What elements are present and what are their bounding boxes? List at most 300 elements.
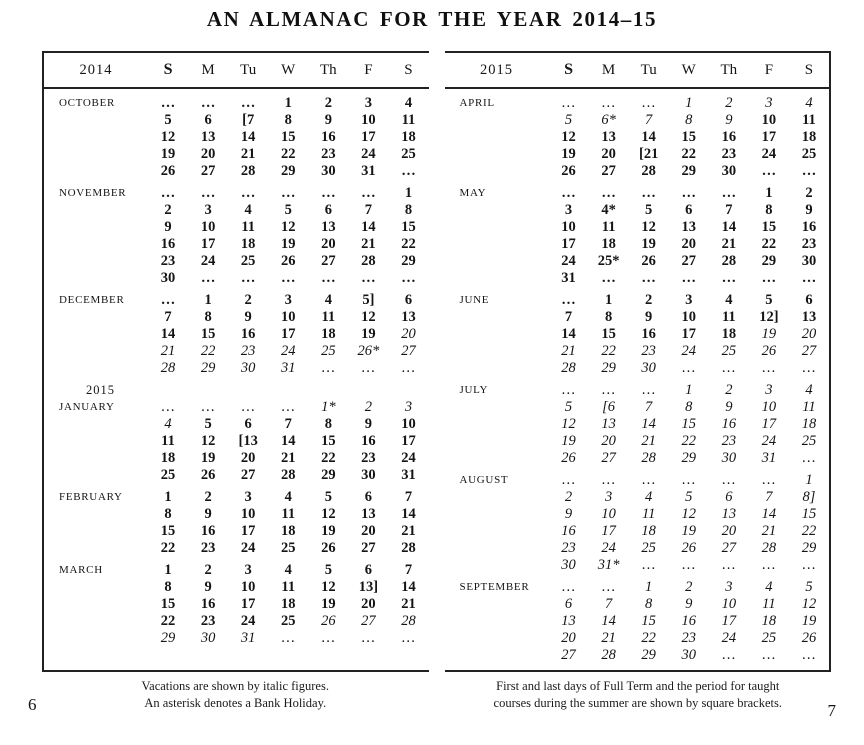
day-cell: 10 xyxy=(761,112,777,128)
day-cell: 28 xyxy=(401,540,416,556)
calendar-row xyxy=(445,416,830,433)
month-block-december xyxy=(44,292,429,377)
day-cell: 24 xyxy=(601,540,616,556)
day-cell: 19 xyxy=(761,326,777,342)
day-cell: … xyxy=(401,270,416,286)
day-cell: 16 xyxy=(721,416,737,432)
day-cell: 23 xyxy=(561,540,576,556)
day-cell: … xyxy=(642,472,656,488)
day-cell: 16 xyxy=(641,326,656,342)
month-label-spacer xyxy=(44,596,148,613)
day-cell: 19 xyxy=(361,326,376,342)
day-cell: 17 xyxy=(601,523,616,539)
month-label-spacer xyxy=(44,163,148,180)
day-cell: 19 xyxy=(641,236,656,252)
day-cell: 10 xyxy=(561,219,576,235)
calendar-row xyxy=(44,129,429,146)
day-cell: 17 xyxy=(401,433,416,449)
month-label: NOVEMBER xyxy=(59,187,127,199)
calendar-row xyxy=(44,112,429,129)
day-cell: 4 xyxy=(805,95,813,111)
calendar-row xyxy=(44,399,429,416)
day-cell: 10 xyxy=(240,579,256,595)
day-cell: … xyxy=(682,557,696,573)
day-cell: 23 xyxy=(240,343,256,359)
day-cell: 25 xyxy=(721,343,737,359)
day-cell: 22 xyxy=(601,343,616,359)
day-cell: 10 xyxy=(361,112,376,128)
day-cell: … xyxy=(762,557,776,573)
day-cell: 13 xyxy=(561,613,576,629)
day-cell: 24 xyxy=(200,253,216,269)
day-cell: 14 xyxy=(561,326,576,342)
day-cell: 15 xyxy=(681,416,696,432)
day-cell: … xyxy=(641,270,656,286)
day-header: Th xyxy=(720,61,738,78)
day-header: F xyxy=(764,61,774,78)
day-cell: 21 xyxy=(641,433,656,449)
day-cell: 5 xyxy=(204,416,212,432)
day-cell: 22 xyxy=(280,146,296,162)
day-cell: 10 xyxy=(401,416,416,432)
calendar-row xyxy=(44,185,429,202)
day-cell: 25 xyxy=(280,540,296,556)
day-cell: 28 xyxy=(280,467,296,483)
day-cell: 30 xyxy=(801,253,817,269)
day-cell: … xyxy=(200,185,216,201)
day-cell: 8 xyxy=(765,202,773,218)
month-label-spacer xyxy=(445,202,549,219)
day-cell: 21 xyxy=(401,523,416,539)
day-cell: 22 xyxy=(160,540,176,556)
day-cell: … xyxy=(602,95,616,111)
month-label-spacer xyxy=(44,343,148,360)
day-cell: 23 xyxy=(160,253,176,269)
month-label-spacer xyxy=(445,129,549,146)
day-cell: 19 xyxy=(321,523,336,539)
month-label-spacer xyxy=(44,236,148,253)
day-cell: 5 xyxy=(564,112,573,128)
month-label: SEPTEMBER xyxy=(459,581,530,593)
day-cell: 11 xyxy=(802,399,816,415)
calendar-row xyxy=(445,326,830,343)
day-cell: 6 xyxy=(404,292,413,308)
day-header: Th xyxy=(319,61,337,78)
calendar-row xyxy=(445,557,830,574)
day-cell: … xyxy=(240,270,256,286)
day-cell: 16 xyxy=(200,596,216,612)
day-cell: 8 xyxy=(324,416,332,432)
day-cell: 21 xyxy=(601,630,616,646)
day-cell: 20 xyxy=(361,596,376,612)
day-cell: 10 xyxy=(240,506,256,522)
calendar-row xyxy=(44,343,429,360)
month-label-spacer xyxy=(44,613,148,630)
day-cell: 10 xyxy=(681,309,696,325)
calendar-row xyxy=(44,613,429,630)
day-cell: 29 xyxy=(801,540,817,556)
day-cell: 24 xyxy=(561,253,576,269)
day-cell: 13 xyxy=(601,416,616,432)
day-cell: 1 xyxy=(164,562,172,578)
day-cell: 4 xyxy=(164,416,172,432)
day-cell: 19 xyxy=(561,146,576,162)
day-cell: 4 xyxy=(324,292,332,308)
day-cell: 7 xyxy=(284,416,292,432)
day-cell: 25 xyxy=(761,630,777,646)
day-cell: … xyxy=(562,95,575,111)
month-label-spacer xyxy=(44,433,148,450)
day-cell: 15 xyxy=(280,129,296,145)
day-cell: 29 xyxy=(601,360,616,376)
footnotes xyxy=(42,678,831,712)
day-cell: 14 xyxy=(160,326,176,342)
day-cell: 16 xyxy=(801,219,817,235)
day-header: Tu xyxy=(640,61,657,78)
day-cell: 20 xyxy=(561,630,576,646)
calendar-row xyxy=(445,185,830,202)
calendar-row xyxy=(445,360,830,377)
day-cell: 21 xyxy=(160,343,176,359)
day-cell: 26 xyxy=(321,613,336,629)
day-cell: … xyxy=(321,630,335,646)
day-cell: 26 xyxy=(561,450,576,466)
day-cell: 6 xyxy=(204,112,212,128)
day-cell: 2 xyxy=(564,489,573,505)
day-cell: 18 xyxy=(280,596,296,612)
day-cell: 11 xyxy=(281,579,296,595)
day-cell: 28 xyxy=(721,253,737,269)
day-cell: 9 xyxy=(164,219,172,235)
month-block-june xyxy=(445,292,830,377)
day-cell: … xyxy=(801,163,817,179)
day-cell: 3 xyxy=(725,579,733,595)
day-cell: 6 xyxy=(324,202,332,218)
day-cell: 16 xyxy=(681,613,696,629)
day-cell: … xyxy=(200,270,216,286)
day-cell: 6* xyxy=(601,112,616,128)
month-block-may xyxy=(445,185,830,287)
day-cell: 2 xyxy=(164,202,172,218)
day-cell: 6 xyxy=(364,489,372,505)
day-cell: 3 xyxy=(564,202,573,218)
day-cell: … xyxy=(562,579,575,595)
day-cell: 1 xyxy=(604,292,613,308)
day-cell: [13 xyxy=(238,433,258,449)
day-cell: … xyxy=(321,185,336,201)
day-cell: … xyxy=(281,630,295,646)
day-cell: 16 xyxy=(561,523,576,539)
day-cell: 30 xyxy=(361,467,376,483)
month-label: APRIL xyxy=(459,97,495,109)
day-cell: 3 xyxy=(204,202,212,218)
day-cell: 7 xyxy=(164,309,172,325)
day-cell: 30 xyxy=(240,360,256,376)
calendar-row xyxy=(44,489,429,506)
month-label-spacer xyxy=(445,163,549,180)
day-cell: 15 xyxy=(160,596,176,612)
day-cell: 20 xyxy=(200,146,216,162)
calendar-row xyxy=(44,596,429,613)
day-cell: 29 xyxy=(321,467,336,483)
day-cell: 24 xyxy=(721,630,737,646)
day-cell: 12 xyxy=(160,129,176,145)
footnote-line: courses during the summer are shown by square brackets. xyxy=(493,696,782,710)
month-label-spacer xyxy=(44,112,148,129)
day-cell: … xyxy=(722,647,736,663)
day-cell: 13 xyxy=(361,506,376,522)
day-cell: 7 xyxy=(765,489,773,505)
day-cell: 22 xyxy=(200,343,216,359)
day-cell: 28 xyxy=(641,163,656,179)
calendar-row xyxy=(445,202,830,219)
day-cell: 5 xyxy=(645,202,653,218)
month-label: JULY xyxy=(459,384,489,396)
day-cell: 31 xyxy=(280,360,296,376)
calendar-row xyxy=(44,326,429,343)
day-cell: … xyxy=(160,292,176,308)
day-cell: 3 xyxy=(765,95,773,111)
day-cell: … xyxy=(200,95,216,111)
calendar-row xyxy=(44,95,429,112)
month-label-spacer xyxy=(44,146,148,163)
day-cell: 23 xyxy=(801,236,817,252)
day-cell: 9 xyxy=(324,112,332,128)
day-cell: 17 xyxy=(200,236,216,252)
day-cell: 28 xyxy=(761,540,777,556)
day-cell: … xyxy=(601,185,616,201)
day-cell: 30 xyxy=(321,163,336,179)
page-number-right: 7 xyxy=(827,701,836,720)
calendar-row xyxy=(445,450,830,467)
day-cell: … xyxy=(642,557,656,573)
day-cell: 26 xyxy=(200,467,216,483)
day-cell: … xyxy=(561,185,576,201)
day-cell: 9 xyxy=(564,506,573,522)
day-cell: 6 xyxy=(244,416,252,432)
day-cell: 8 xyxy=(645,596,653,612)
calendar-row xyxy=(445,236,830,253)
day-cell: 1 xyxy=(805,472,813,488)
year-divider-label: 2015 xyxy=(86,383,115,397)
day-cell: 11 xyxy=(601,219,616,235)
day-cell: 18 xyxy=(721,326,737,342)
day-cell: 1 xyxy=(685,382,693,398)
day-cell: 24 xyxy=(361,146,376,162)
month-label-spacer xyxy=(44,309,148,326)
month-label-spacer xyxy=(445,112,549,129)
day-header: S xyxy=(404,61,413,78)
day-header-sunday: S xyxy=(564,61,573,78)
day-cell: 20 xyxy=(401,326,416,342)
day-cell: 3 xyxy=(685,292,693,308)
month-label-spacer xyxy=(445,596,549,613)
day-cell: … xyxy=(561,292,576,308)
day-cell: 15 xyxy=(401,219,416,235)
month-label: DECEMBER xyxy=(59,294,125,306)
day-cell: 20 xyxy=(240,450,256,466)
day-cell: … xyxy=(682,360,696,376)
day-cell: … xyxy=(722,472,736,488)
day-cell: 2 xyxy=(805,185,813,201)
day-cell: 31 xyxy=(361,163,376,179)
month-label-spacer xyxy=(445,270,549,287)
day-cell: 29 xyxy=(681,163,696,179)
day-cell: … xyxy=(802,450,816,466)
day-cell: 25 xyxy=(240,253,256,269)
day-header: F xyxy=(364,61,373,78)
day-cell: 17 xyxy=(761,129,777,145)
calendar-row xyxy=(445,433,830,450)
day-cell: 15 xyxy=(761,219,777,235)
day-cell: … xyxy=(321,360,335,376)
month-label: FEBRUARY xyxy=(59,491,123,503)
day-cell: 5 xyxy=(765,292,773,308)
day-cell: 12 xyxy=(641,219,656,235)
day-cell: 2 xyxy=(204,562,212,578)
month-block-august xyxy=(445,472,830,574)
month-block-april xyxy=(445,95,830,180)
day-cell: 28 xyxy=(601,647,616,663)
day-cell: 4* xyxy=(601,202,616,218)
day-cell: 3 xyxy=(765,382,773,398)
day-cell: 28 xyxy=(641,450,656,466)
day-cell: 4 xyxy=(725,292,733,308)
day-cell: 19 xyxy=(561,433,576,449)
day-cell: 27 xyxy=(361,613,376,629)
day-cell: 9 xyxy=(244,309,252,325)
day-cell: 6 xyxy=(364,562,372,578)
day-cell: … xyxy=(402,630,415,646)
calendar-row xyxy=(44,540,429,557)
footnote-line: Vacations are shown by italic figures. xyxy=(141,679,329,693)
calendar-row xyxy=(44,630,429,647)
day-cell: 1* xyxy=(321,399,336,415)
calendar-row xyxy=(44,163,429,180)
month-label-spacer xyxy=(44,579,148,596)
day-cell: 5 xyxy=(564,399,573,415)
day-cell: 27 xyxy=(601,450,616,466)
day-cell: … xyxy=(801,270,817,286)
day-header: Tu xyxy=(240,61,257,78)
day-cell: 17 xyxy=(681,326,696,342)
day-cell: 9 xyxy=(725,112,733,128)
day-cell: 16 xyxy=(721,129,737,145)
month-label-spacer xyxy=(445,506,549,523)
day-cell: 26 xyxy=(761,343,777,359)
day-cell: 27 xyxy=(361,540,376,556)
month-label-spacer xyxy=(44,270,148,287)
day-cell: 7 xyxy=(725,202,733,218)
day-cell: 23 xyxy=(721,146,737,162)
day-cell: 12 xyxy=(280,219,296,235)
panel-2015 xyxy=(445,51,832,672)
day-cell: 2 xyxy=(204,489,212,505)
day-cell: 17 xyxy=(721,613,737,629)
day-cell: 29 xyxy=(280,163,296,179)
day-cell: 11 xyxy=(721,309,736,325)
day-cell: 25 xyxy=(801,433,817,449)
month-label: MARCH xyxy=(59,564,103,576)
day-cell: 8 xyxy=(164,506,172,522)
month-label-spacer xyxy=(445,450,549,467)
day-cell: 5 xyxy=(324,489,332,505)
day-cell: 25 xyxy=(401,146,416,162)
day-cell: 13 xyxy=(681,219,696,235)
day-cell: [7 xyxy=(242,112,255,128)
day-cell: 12] xyxy=(759,309,779,325)
day-cell: 13 xyxy=(321,219,336,235)
day-cell: 18 xyxy=(321,326,336,342)
day-cell: 12 xyxy=(200,433,216,449)
month-label-spacer xyxy=(44,416,148,433)
day-cell: … xyxy=(762,647,776,663)
day-cell: 25 xyxy=(280,613,296,629)
day-cell: 14 xyxy=(601,613,616,629)
month-label-spacer xyxy=(44,202,148,219)
day-cell: 4 xyxy=(284,489,292,505)
calendar-row xyxy=(445,309,830,326)
day-cell: 26 xyxy=(641,253,656,269)
day-header: W xyxy=(281,61,296,78)
day-cell: 20 xyxy=(361,523,376,539)
day-cell: 9 xyxy=(725,399,733,415)
day-cell: … xyxy=(722,360,736,376)
day-cell: 8 xyxy=(685,112,693,128)
day-cell: … xyxy=(240,95,256,111)
day-cell: 27 xyxy=(240,467,256,483)
footnote-line: An asterisk denotes a Bank Holiday. xyxy=(144,696,327,710)
day-cell: 13 xyxy=(801,309,817,325)
day-cell: 21 xyxy=(761,523,777,539)
month-block-january xyxy=(44,382,429,484)
day-cell: 8 xyxy=(164,579,172,595)
calendar-row xyxy=(44,360,429,377)
day-cell: 11 xyxy=(241,219,256,235)
day-cell: 2 xyxy=(244,292,252,308)
day-cell: 11 xyxy=(161,433,175,449)
month-label: OCTOBER xyxy=(59,97,116,109)
day-cell: 15 xyxy=(641,613,656,629)
day-cell: 12 xyxy=(321,579,336,595)
month-label-spacer xyxy=(445,613,549,630)
day-cell: 12 xyxy=(561,129,576,145)
month-label: JANUARY xyxy=(59,401,115,413)
calendar-row xyxy=(44,253,429,270)
day-header: W xyxy=(681,61,696,78)
day-cell: 30 xyxy=(721,450,737,466)
month-label-spacer xyxy=(445,236,549,253)
day-cell: 18 xyxy=(401,129,416,145)
day-cell: 1 xyxy=(404,185,413,201)
day-cell: 10 xyxy=(761,399,777,415)
day-cell: 19 xyxy=(160,146,176,162)
day-cell: 18 xyxy=(160,450,176,466)
day-cell: 5] xyxy=(362,292,375,308)
day-cell: 24 xyxy=(761,433,777,449)
month-label-spacer xyxy=(44,467,148,484)
day-cell: 14 xyxy=(401,506,416,522)
day-cell: 9 xyxy=(645,309,653,325)
day-cell: … xyxy=(602,472,616,488)
day-cell: 24 xyxy=(280,343,296,359)
day-cell: 28 xyxy=(401,613,416,629)
day-cell: 5 xyxy=(805,579,813,595)
calendar-row xyxy=(445,343,830,360)
day-cell: … xyxy=(721,185,737,201)
day-cell: 8] xyxy=(802,489,816,505)
day-cell: 25 xyxy=(321,343,336,359)
